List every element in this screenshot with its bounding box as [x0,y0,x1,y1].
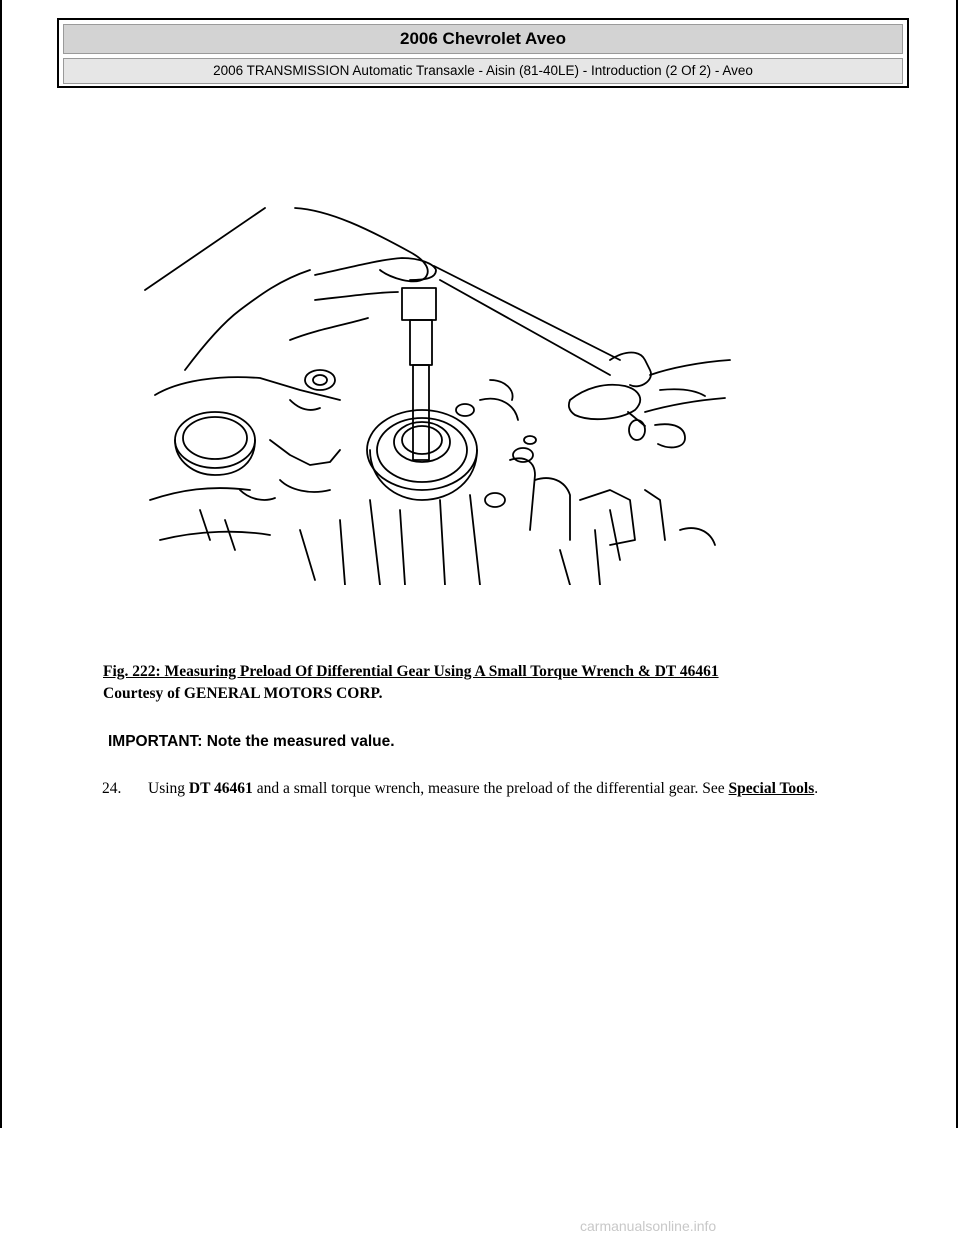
figure-courtesy: Courtesy of GENERAL MOTORS CORP. [103,685,383,702]
step-text-part: Using [148,780,189,797]
step-text [148,778,862,800]
step-text-part: and a small torque wrench, measure the preload of the differential gear. See [252,780,729,797]
procedure-step [102,778,862,800]
page-border-right [956,0,958,1128]
header-subtitle: 2006 TRANSMISSION Automatic Transaxle - Aisin (81-40LE) - Introduction (2 Of 2) - Aveo [63,58,903,84]
step-number: 24. [102,780,122,797]
special-tools-link[interactable]: Special Tools [728,780,815,797]
important-note: IMPORTANT: Note the measured value. [108,733,395,750]
header-title: 2006 Chevrolet Aveo [63,24,903,54]
step-text-part: . [814,780,819,797]
document-header [57,18,909,88]
watermark: carmanualsonline.info [580,1218,717,1234]
figure-caption-link[interactable]: Fig. 222: Measuring Preload Of Differential Gear Using A Small Torque Wrench & DT 46461 [103,663,719,680]
figure-illustration [140,200,740,585]
page-border-left [0,0,2,1128]
figure-caption-block [103,662,719,704]
tool-name: DT 46461 [188,780,253,797]
